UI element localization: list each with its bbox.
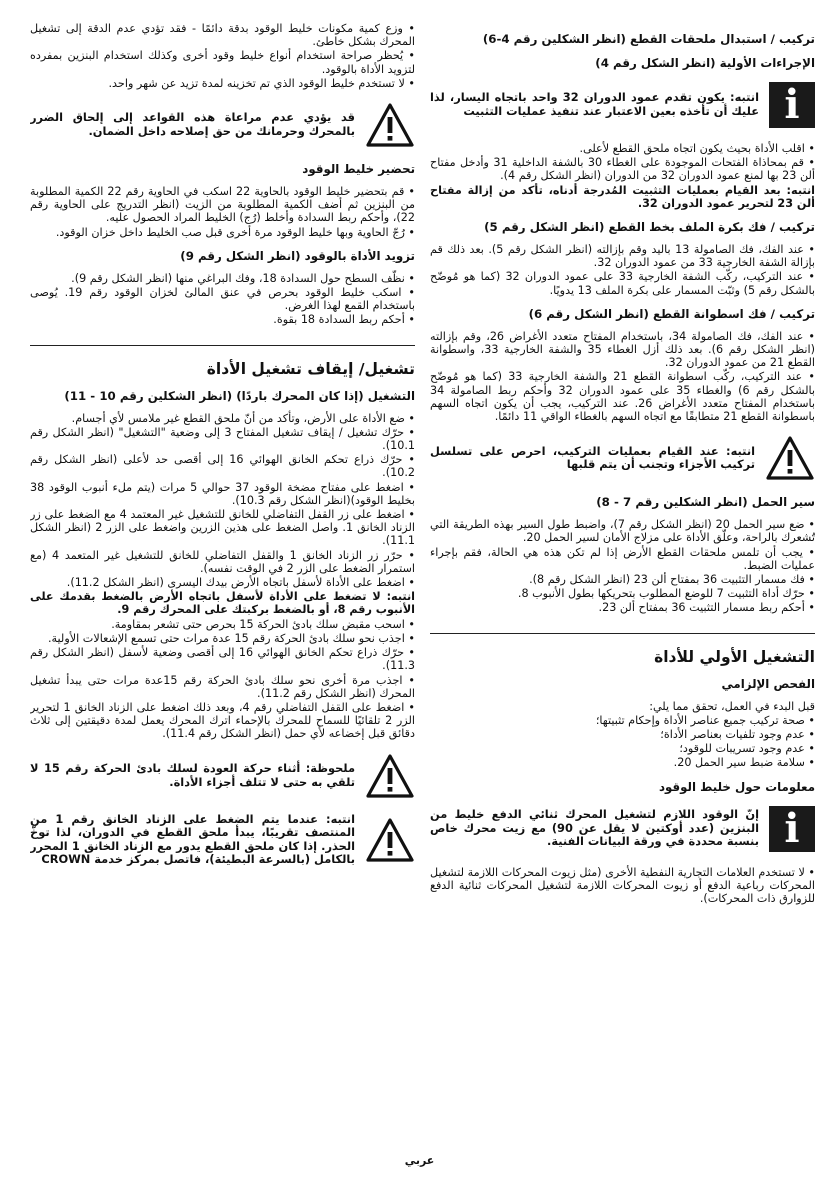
- heading-belt: سير الحمل (انظر الشكلين رقم 7 - 8): [596, 495, 815, 510]
- heading-prepare-fuel: تحضير خليط الوقود: [302, 162, 415, 177]
- refuel-item-2: • اسكب خليط الوقود بحرص في عنق المالئ لخزان الوقود رقم 19. يُوصى باستخدام القمع لهذا الغرض.: [30, 286, 415, 312]
- prelim-item-2: • قم بمحاذاة الفتحات الموجودة على الغطاء 30 بالشفة الداخلية 31 وأدخل مفتاح ألن 23 بها لمنع عمود الدوران 32 من الدوران (انظر الشكل رقم 4).: [430, 156, 815, 182]
- heading-refuel: تزويد الأداة بالوقود (انظر الشكل رقم 9): [180, 248, 415, 263]
- prepare-item-2: • رُجّ الحاوية وبها خليط الوقود مرة أخرى قبل صب الخليط داخل خزان الوقود.: [30, 226, 415, 239]
- prelim-item-1: • اقلب الأداة بحيث يكون اتجاه ملحق القطع لأعلى.: [430, 142, 815, 155]
- belt-item-3: • فك مسمار التثبيت 36 بمفتاح ألن 23 (انظر الشكل رقم 8).: [430, 573, 815, 586]
- blade-item-2: • عند التركيب، ركّب اسطوانة القطع 21 والشفة الخارجية 33 (كما هو مُوضّح بالشكل رقم 6) والغطاء 35 على عمود الدوران 32 وأحكم ربط الصامولة 34 باستخدام المفتاح متعدد الأغراض 26. عند التركيب، يجب أن يكون اتجاه السهم باسطوانة القطع 21 متطابقًا مع اتجاه السهم بالغطاء الواقي 11 دائمًا.: [430, 370, 815, 423]
- page-footer-language: عربي: [404, 1154, 435, 1167]
- right-column: [430, 22, 815, 1142]
- mix-item-3: • لا تستخدم خليط الوقود الذي تم تخزينه لمدة تزيد عن شهر واحد.: [30, 77, 415, 90]
- cold-item-4: • اضغط على مفتاح مضخة الوقود 37 حوالي 5 مرات (يتم ملء أنبوب الوقود 38 بخليط الوقود)(انظر الشكل رقم 10.3).: [30, 481, 415, 507]
- mandatory-item-4: • سلامة ضبط سير الحمل 20.: [430, 756, 815, 769]
- cold-warning: انتبه: لا تضغط على الأداة لأسفل باتجاه الأرض بالضغط بقدمك على الأنبوب رقم 8، أو بالضغط بركبتك على المحرك رقم 9.: [30, 590, 415, 617]
- heading-initial-operation: التشغيل الأولي للأداة: [654, 647, 815, 666]
- notice-trigger: [30, 813, 415, 867]
- heading-mandatory-check: الفحص الإلزامي: [721, 676, 815, 691]
- heading-spool: تركيب / فك بكرة الملف بخط القطع (انظر الشكل رقم 5): [484, 220, 815, 235]
- warning-icon: [365, 753, 415, 799]
- warning-icon: [765, 435, 815, 481]
- notice-return-text: ملحوظة: أثناء حركة العودة لسلك بادئ الحركة رقم 15 لا تلقي به حتى لا تتلف أجزاء الأداة.: [30, 760, 355, 789]
- notice-shaft-text: انتبه: يكون تقدم عمود الدوران 32 واحد باتجاه اليسار، لذا عليك أن تأخذه بعين الاعتبار عند تنفيذ عمليات التثبيت: [430, 90, 759, 118]
- belt-item-2: • يجب أن تلمس ملحقات القطع الأرض إذا لم تكن هذه هي الحالة، فقم بإجراء عمليات الضبط.: [430, 546, 815, 572]
- spool-item-2: • عند التركيب، ركّب الشفة الخارجية 33 على عمود الدوران 32 (كما هو مُوضّح بالشكل رقم 5) وثبّت المسمار على بكرة الملف 13 يدويًا.: [430, 270, 815, 296]
- mix-item-2: • يُحظر صراحة استخدام أنواع خليط وقود أخرى وكذلك استخدام البنزين بمفرده لتزويد الأداة بالوقود.: [30, 49, 415, 75]
- notice-order-text: انتبه: عند القيام بعمليات التركيب، احرص على تسلسل تركيب الأجزاء وتجنب أن يتم قلبها: [430, 443, 755, 472]
- info-icon: i: [769, 806, 815, 852]
- cold-item-7: • اضغط على الأداة لأسفل باتجاه الأرض بيدك اليسرى (انظر الشكل 11.2).: [30, 576, 415, 589]
- notice-return: [30, 753, 415, 799]
- notice-trigger-text: انتبه: عندما يتم الضغط على الزناد الخانق رقم 1 من المنتصف تقريبًا، يبدأ ملحق القطع في الدوران، لذا توخّ الحذر. إذا كان ملحق القطع يدور مع الزناد الخانق 1 المحرر بالكامل (بالسرعة البطيئة)، فاتصل بمركز خدمة CROWN: [30, 811, 356, 867]
- fuel-info-item-1: • لا تستخدم العلامات التجارية النفطية الأخرى (مثل زيوت المحركات اللازمة لتشغيل المحركات رباعية الدفع أو زيوت المحركات اللازمة لتشغيل المحركات ثنائية الدفع للزوارق ذات المحركات).: [430, 866, 815, 906]
- belt-item-4: • حرّك أداة التثبيت 7 للوضع المطلوب بتحريكها بطول الأنبوب 8.: [430, 587, 815, 600]
- cold-item-6: • حرّر زر الزناد الخانق 1 والقفل التفاضلي للخانق للتشغيل غير المتعمد 4 (مع استمرار الضغط على الزر 2 في الوقت نفسه).: [30, 549, 415, 575]
- notice-fuel: [430, 806, 815, 852]
- cold-item-10: • حرّك ذراع تحكم الخانق الهوائي 16 إلى أقصى وضعية لأسفل (انظر الشكل رقم 11.3).: [30, 646, 415, 672]
- prepare-item-1: • قم بتحضير خليط الوقود بالحاوية 22 اسكب في الحاوية رقم 22 الكمية المطلوبة من البنزين ثم أضف الكمية المطلوبة من الزيت (انظر التدريج على الحاوية رقم 22)، وأحكم ربط السدادة وأخلط (رُج) الخليط المراد الحصول عليه.: [30, 185, 415, 225]
- heading-start-stop: تشغيل/ إيقاف تشغيل الأداة: [206, 359, 415, 378]
- cold-item-2: • حرّك تشغيل / إيقاف تشغيل المفتاح 3 إلى وضعية "التشغيل" (انظر الشكل رقم 10.1).: [30, 426, 415, 452]
- info-icon: i: [769, 82, 815, 128]
- cold-item-5: • اضغط على زر القفل التفاضلي للخانق للتشغيل غير المعتمد 4 مع الضغط على زر الزناد الخانق 1. واصل الضغط على هذين الزرين واضغط على الزر 2 (انظر الشكل 11.1).: [30, 508, 415, 548]
- warning-icon: [365, 102, 415, 148]
- section-divider: [30, 345, 415, 346]
- prelim-warning: انتبه: بعد القيام بعمليات التثبيت المُدرجة أدناه، تأكد من إزالة مفتاح ألن 23 لتحرير عمود الدوران 32.: [430, 183, 815, 210]
- notice-shaft: [430, 82, 815, 128]
- warning-icon: [365, 817, 415, 863]
- belt-item-1: • ضع سير الحمل 20 (انظر الشكل رقم 7)، واضبط طول السير بهذه الطريقة التي تُشعرك بالراحة، وعلّق الأداة على مزلاج الأمان لسير الحمل 20.: [430, 518, 815, 544]
- mandatory-item-2: • عدم وجود تلفيات بعناصر الأداة؛: [430, 728, 815, 741]
- spool-item-1: • عند الفك، فك الصامولة 13 باليد وقم بإزالته (انظر الشكل رقم 5). بعد ذلك قم بإزالة الشفة الخارجية 33 من عمود الدوران 32.: [430, 243, 815, 269]
- notice-fuel-text: إنّ الوقود اللازم لتشغيل المحرك ثنائي الدفع خليط من البنزين (عدد أوكتين لا يقل عن 90) مع زيت محرك خاص بنسبة محددة في ورقة البيانات الفنية.: [430, 807, 759, 849]
- mix-item-1: • وزع كمية مكونات خليط الوقود بدقة دائمًا - فقد تؤدي عدم الدقة إلى تشغيل المحرك بشكل خاطئ.: [30, 22, 415, 48]
- heading-blade: تركيب / فك اسطوانة القطع (انظر الشكل رقم 6): [528, 306, 815, 321]
- notice-damage: [30, 102, 415, 148]
- cold-item-9: • اجذب نحو سلك بادئ الحركة رقم 15 عدة مرات حتى تسمع الإشعالات الأولية.: [30, 632, 415, 645]
- cold-item-8: • اسحب مقبض سلك بادئ الحركة 15 بحرص حتى تشعر بمقاومة.: [30, 618, 415, 631]
- heading-cold-start: التشغيل (إذا كان المحرك باردًا) (انظر الشكلين رقم 10 - 11): [64, 388, 415, 403]
- left-column: [30, 22, 415, 1142]
- refuel-item-1: • نظّف السطح حول السدادة 18، وفك البراغي منها (انظر الشكل رقم 9).: [30, 272, 415, 285]
- notice-order: [430, 435, 815, 481]
- cold-item-12: • اضغط على القفل التفاضلي رقم 4، وبعد ذلك اضغط على الزناد الخانق 1 لتحرير الزر 2 تلقائيًا للسماح للمحرك بالإحماء اترك المحرك يعمل لمدة دقيقتين إلى ثلاث دقائق قبل إخضاعه لأي حمل (انظر الشكل رقم 11.4).: [30, 701, 415, 741]
- heading-preliminary: الإجراءات الأولية (انظر الشكل رقم 4): [595, 56, 815, 70]
- cold-item-3: • حرّك ذراع تحكم الخانق الهوائي 16 إلى أقصى حد لأعلى (انظر الشكل رقم 10.2).: [30, 453, 415, 479]
- notice-damage-text: قد يؤدي عدم مراعاة هذه القواعد إلى إلحاق الضرر بالمحرك وحرمانك من حق إصلاحه داخل الضمان.: [30, 110, 355, 139]
- mandatory-item-1: • صحة تركيب جميع عناصر الأداة وإحكام تثبيتها؛: [430, 714, 815, 727]
- cold-item-11: • اجذب مرة أخرى نحو سلك بادئ الحركة رقم 15عدة مرات حتى يبدأ تشغيل المحرك (انظر الشكل رقم 11.2).: [30, 674, 415, 700]
- belt-item-5: • أحكم ربط مسمار التثبيت 36 بمفتاح ألن 23.: [430, 601, 815, 614]
- refuel-item-3: • أحكم ربط السدادة 18 بقوة.: [30, 313, 415, 326]
- section-divider: [430, 633, 815, 634]
- cold-item-1: • ضع الأداة على الأرض، وتأكد من أنّ ملحق القطع غير ملامس لأي أجسام.: [30, 412, 415, 425]
- blade-item-1: • عند الفك، فك الصامولة 34، باستخدام المفتاح متعدد الأغراض 26، وقم بإزالته (انظر الشكل رقم 6). بعد ذلك أزل الغطاء 35 والشفة الخارجية 33، واسطوانة القطع 21 من عمود الدوران 32.: [430, 330, 815, 370]
- heading-fuel-info: معلومات حول خليط الوقود: [658, 779, 815, 794]
- mandatory-intro: قبل البدء في العمل، تحقق مما يلي:: [649, 699, 815, 713]
- heading-mount-accessories: تركيب / استبدال ملحقات القطع (انظر الشكلين رقم 4-6): [482, 32, 815, 46]
- mandatory-item-3: • عدم وجود تسريبات للوقود؛: [430, 742, 815, 755]
